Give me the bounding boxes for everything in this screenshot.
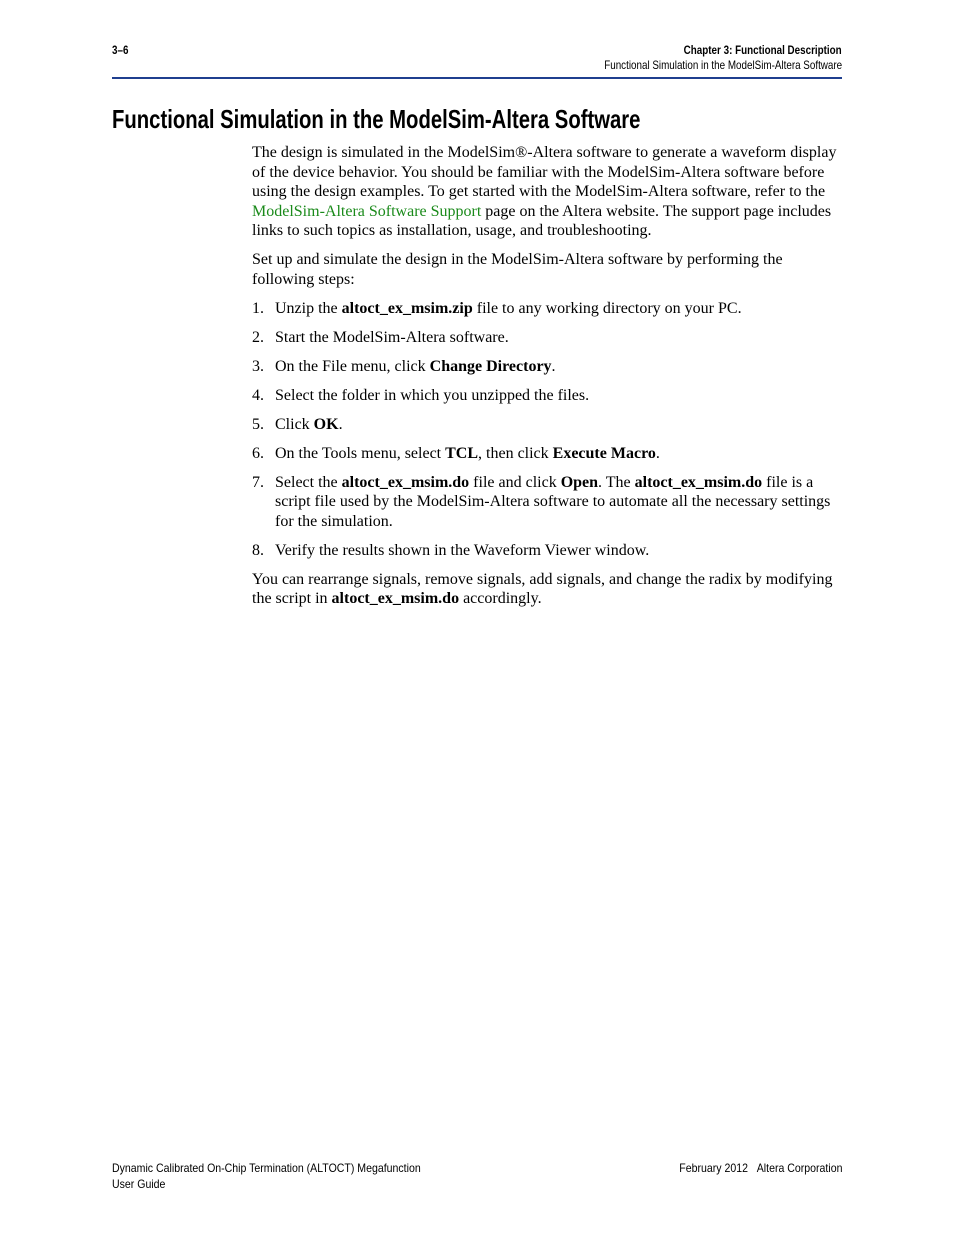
list-item: 2. Start the ModelSim-Altera software. — [252, 328, 509, 346]
list-item: 8. Verify the results shown in the Waveform Viewer window. — [252, 541, 650, 559]
header-rule — [112, 77, 842, 79]
footer-date-company: February 2012 Altera Corporation — [678, 1161, 842, 1175]
closing-paragraph: You can rearrange signals, remove signals, add signals, and change the radix by modifying the script in altoct_ex_msim.do accordingly. — [252, 570, 833, 607]
page-number: 3–6 — [112, 43, 129, 57]
body-content — [252, 143, 842, 618]
modelsim-support-link[interactable]: ModelSim-Altera Software Support — [252, 202, 482, 220]
section-heading: Functional Simulation in the ModelSim-Altera Software — [112, 104, 641, 134]
list-item: 4. Select the folder in which you unzipped the files. — [252, 386, 590, 404]
list-item: 3. On the File menu, click Change Directory. — [252, 357, 556, 375]
list-item: 1. Unzip the altoct_ex_msim.zip file to any working directory on your PC. — [252, 299, 742, 317]
list-item: 5. Click OK. — [252, 415, 343, 433]
page-header — [112, 42, 842, 78]
intro-text-1: The design is simulated in the ModelSim®-Altera software to generate a waveform display of the device behavior. You should be familiar with the ModelSim-Altera software before using the design examples. To get started with the ModelSim-Altera software, refer to the — [252, 144, 837, 200]
footer-document-title: Dynamic Calibrated On-Chip Termination (ALTOCT) Megafunction User Guide — [112, 1161, 421, 1191]
setup-paragraph: Set up and simulate the design in the ModelSim-Altera software by performing the following steps: — [252, 251, 783, 288]
chapter-title: Chapter 3: Functional Description — [683, 43, 842, 57]
list-item: 6. On the Tools menu, select TCL, then click Execute Macro. — [252, 444, 660, 462]
intro-text-2: page on the Altera website. The support page includes links to such topics as installation, usage, and troubleshooting. — [252, 202, 832, 239]
intro-paragraph — [252, 143, 842, 241]
running-section-title: Functional Simulation in the ModelSim-Altera Software — [604, 58, 842, 72]
steps-list — [252, 299, 842, 561]
list-item: 7. Select the altoct_ex_msim.do file and click Open. The altoct_ex_msim.do file is a script file used by the ModelSim-Altera software to automate all the necessary settings for the simulation. — [252, 473, 831, 530]
